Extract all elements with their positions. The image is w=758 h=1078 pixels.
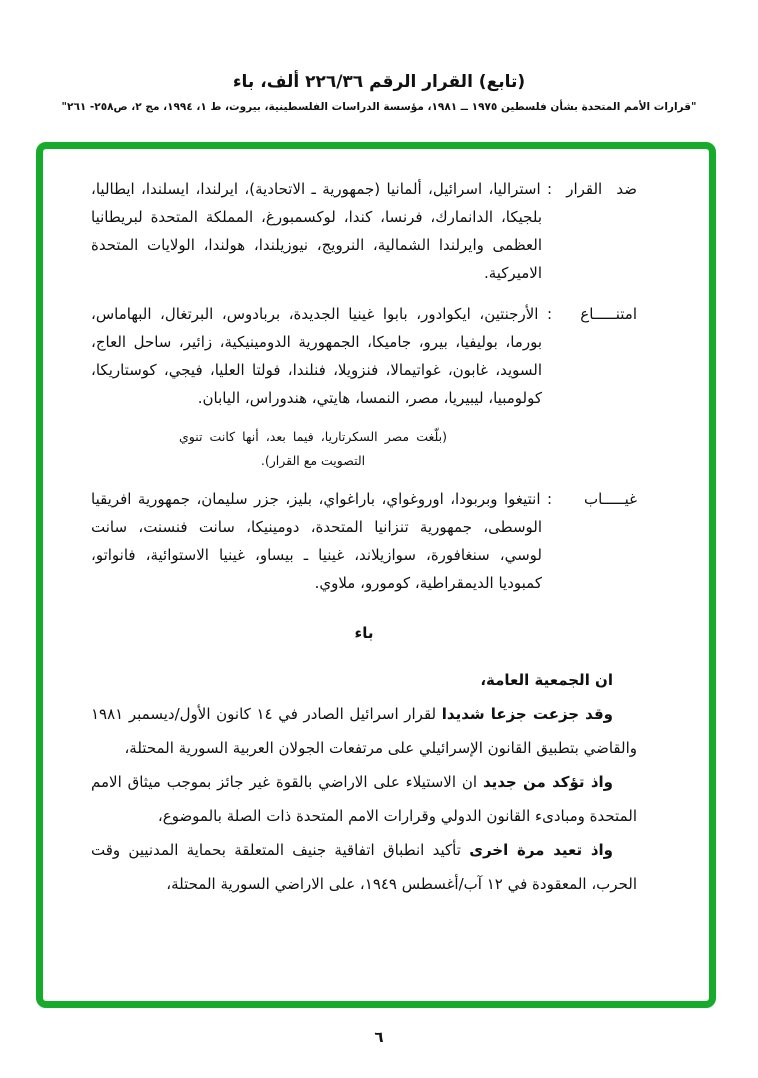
preamble-paragraph: [91, 833, 637, 901]
paragraph-text: تأكيد انطباق اتفاقية جنيف المتعلقة بحماية المدنيين وقت الحرب، المعقودة في ١٢ آب/أغسطس ١٩٤٩، على الاراضي السورية المحتلة،: [91, 841, 637, 893]
vote-against-section: [91, 175, 637, 287]
preamble-intro: ان الجمعية العامة،: [480, 671, 613, 689]
preamble-paragraph: [91, 697, 637, 765]
document-title: (تابع) القرار الرقم ٢٢٦/٣٦ ألف، باء: [232, 72, 526, 92]
secretariat-note: (بلّغت مصر السكرتاريا، فيما بعد، أنها كانت تنوي التصويت مع القرار).: [179, 429, 447, 468]
vote-abstain-label: امتنـــــاع :: [547, 305, 637, 323]
paragraph-lead: واذ تؤكد من جديد: [482, 773, 613, 791]
vote-against-countries: استراليا، اسرائيل، ألمانيا (جمهورية ـ الاتحادية)، ايرلندا، ايسلندا، ايطاليا، بلجيكا، الدانمارك، فرنسا، كندا، لوكسمبورغ، المملكة المتحدة لبريطانيا العظمى وايرلندا الشمالية، النرويج، نيوزيلندا، هولندا، الولايات المتحدة الاميركية.: [91, 180, 542, 282]
document-header: [0, 72, 758, 113]
green-border-frame: [36, 142, 716, 1008]
source-citation: "قرارات الأمم المتحدة بشأن فلسطين ١٩٧٥ ــ ١٩٨١، مؤسسة الدراسات الفلسطينية، بيروت، ط ١، ١٩٩٤، مج ٢، ص٢٥٨- ٢٦١": [61, 101, 697, 113]
paragraph-lead: واذ تعيد مرة اخرى: [469, 841, 613, 859]
paragraph-text: لقرار اسرائيل الصادر في ١٤ كانون الأول/ديسمبر ١٩٨١ والقاضي بتطبيق القانون الإسرائيلي على مرتفعات الجولان العربية السورية المحتلة،: [91, 705, 637, 757]
vote-abstain-section: [91, 300, 637, 412]
vote-abstain-countries: الأرجنتين، ايكوادور، بابوا غينيا الجديدة، بربادوس، البرتغال، البهاماس، بورما، بوليفيا، بيرو، جاميكا، الجمهورية الدومينيكية، زائير، ساحل العاج، السويد، غابون، غواتيمالا، فنزويلا، فنلندا، فولتا العليا، فيجي، كوستاريكا، كولومبيا، ليبيريا، مصر، النمسا، هايتي، هندوراس، اليابان.: [91, 305, 542, 407]
page-number: ٦: [374, 1028, 384, 1046]
preamble-paragraph: [91, 765, 637, 833]
vote-absent-label: غيـــــاب :: [547, 490, 637, 508]
vote-absent-section: [91, 485, 637, 597]
paragraph-text: ان الاستيلاء على الاراضي بالقوة غير جائز بموجب ميثاق الامم المتحدة ومبادىء القانون الدولي وقرارات الامم المتحدة ذات الصلة بالموضوع،: [91, 773, 637, 825]
paragraph-lead: وقد جزعت جزعا شديدا: [441, 705, 613, 723]
vote-absent-countries: انتيغوا وبربودا، اوروغواي، باراغواي، بليز، جزر سليمان، جمهورية افريقيا الوسطى، جمهورية تنزانيا المتحدة، دومينيكا، سانت فنسنت، سانت لوسي، سنغافورة، سوازيلاند، غينيا ـ بيساو، غينيا الاستوائية، فانواتو، كمبوديا الديمقراطية، كومورو، ملاوي.: [91, 490, 542, 592]
vote-against-label: ضد القرار :: [547, 180, 637, 198]
section-b-heading: باء: [354, 624, 374, 642]
resolution-text-block: [43, 149, 709, 901]
